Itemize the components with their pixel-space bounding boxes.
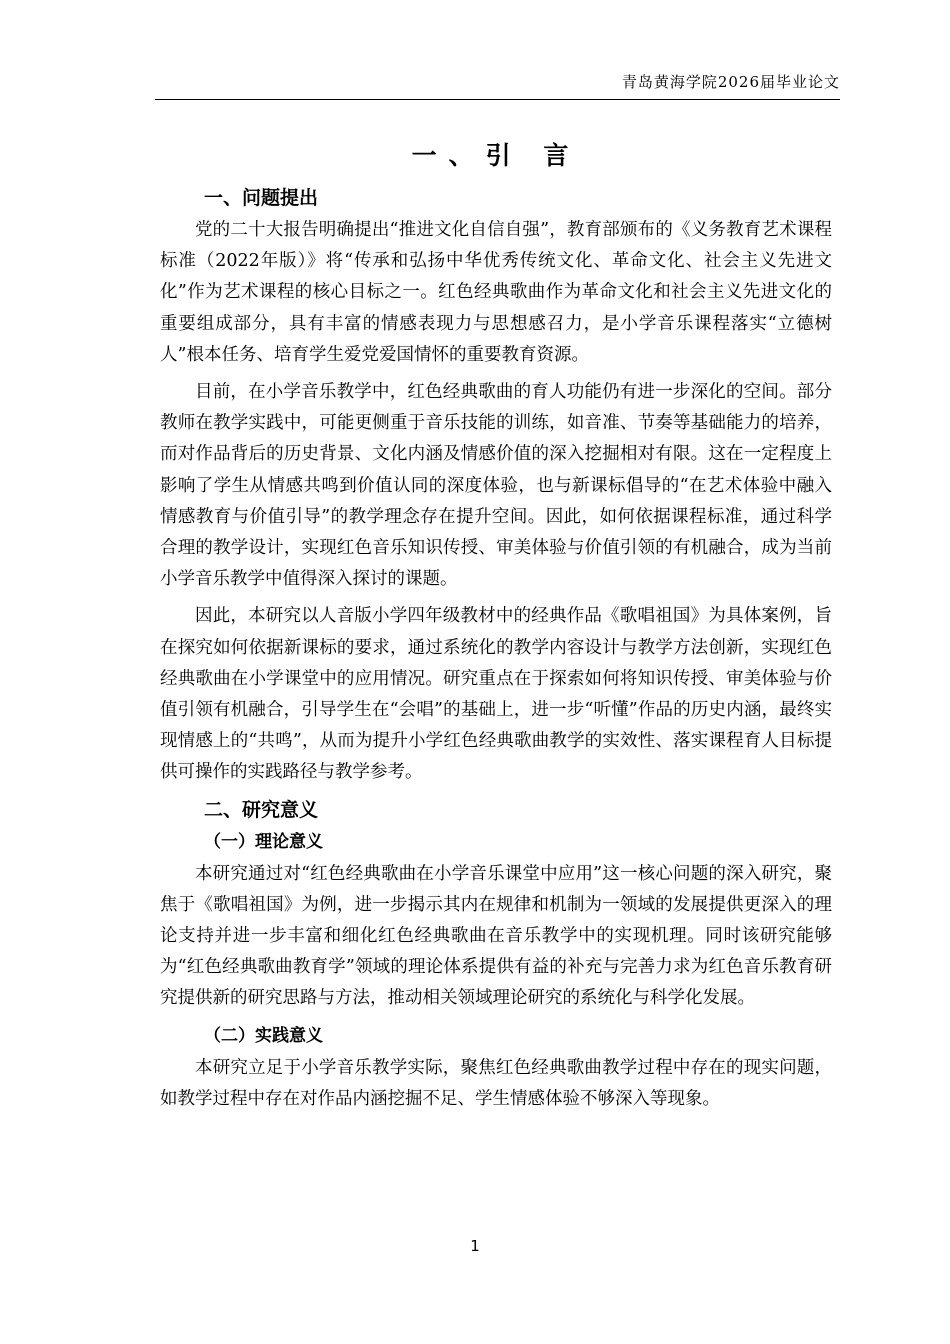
paragraph: 因此，本研究以人音版小学四年级教材中的经典作品《歌唱祖国》为具体案例，旨在探究如何依据新课标的要求，通过系统化的教学内容设计与教学方法创新，实现红色经典歌曲在小学课堂中的应用情况。研究重点在于探索如何将知识传授、审美体验与价值引领有机融合，引导学生在“会唱”的基础上，进一步“听懂”作品的历史内涵，最终实现情感上的“共鸣”，从而为提升小学红色经典歌曲教学的实效性、落实课程育人目标提供可操作的实践路径与教学参考。 (160, 606, 832, 783)
subsection-title-practice: （二）实践意义 (204, 1025, 323, 1046)
chapter-title: 一、引 言 (411, 141, 581, 170)
header-rule (155, 99, 840, 100)
section-title-problem: 一、问题提出 (204, 187, 319, 209)
section-title-significance: 二、研究意义 (204, 798, 319, 821)
subsection-title-theory: （一）理论意义 (204, 831, 323, 852)
page-content (160, 138, 832, 1121)
paragraph: 目前，在小学音乐教学中，红色经典歌曲的育人功能仍有进一步深化的空间。部分教师在教学实践中，可能更侧重于音乐技能的训练，如音准、节奏等基础能力的培养，而对作品背后的历史背景、文化内涵及情感价值的深入挖掘相对有限。这在一定程度上影响了学生从情感共鸣到价值认同的深度体验，也与新课标倡导的“在艺术体验中融入情感教育与价值引导”的教学理念存在提升空间。因此，如何依据课程标准，通过科学合理的教学设计，实现红色音乐知识传授、审美体验与价值引领的有机融合，成为当前小学音乐教学中值得深入探讨的课题。 (160, 382, 832, 590)
paragraph: 本研究立足于小学音乐教学实际，聚焦红色经典歌曲教学过程中存在的现实问题，如教学过程中存在对作品内涵挖掘不足、学生情感体验不够深入等现象。 (160, 1057, 832, 1109)
paragraph: 本研究通过对“红色经典歌曲在小学音乐课堂中应用”这一核心问题的深入研究，聚焦于《歌唱祖国》为例，进一步揭示其内在规律和机制为一领域的发展提供更深入的理论支持并进一步丰富和细化红色经典歌曲在音乐教学中的实现机理。同时该研究能够为“红色经典歌曲教育学”领域的理论体系提供有益的补充与完善力求为红色音乐教育研究提供新的研究思路与方法，推动相关领域理论研究的系统化与科学化发展。 (160, 863, 832, 1009)
page-number: 1 (470, 1237, 480, 1255)
running-header: 青岛黄海学院2026届毕业论文 (621, 73, 840, 91)
paragraph: 党的二十大报告明确提出“推进文化自信自强”，教育部颁布的《义务教育艺术课程标准（2022年版）》将“传承和弘扬中华优秀传统文化、革命文化、社会主义先进文化”作为艺术课程的核心目标之一。红色经典歌曲作为革命文化和社会主义先进文化的重要组成部分，具有丰富的情感表现力与思想感召力，是小学音乐课程落实“立德树人”根本任务、培育学生爱党爱国情怀的重要教育资源。 (160, 220, 832, 365)
